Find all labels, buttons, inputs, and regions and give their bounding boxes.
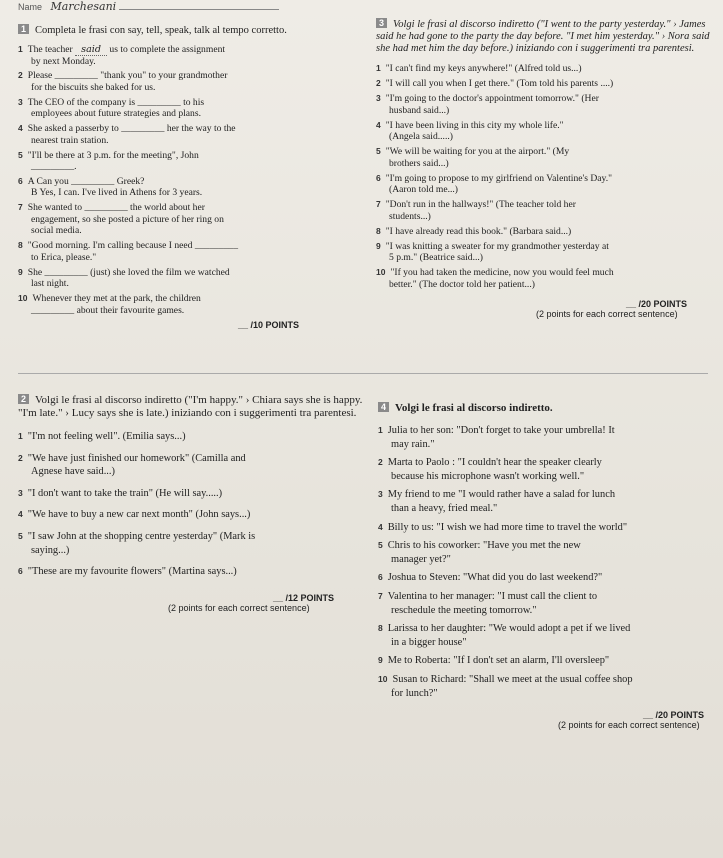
list-item [376, 120, 711, 143]
item-text-continued: for the biscuits she baked for us. [31, 81, 156, 93]
item-number: 1 [18, 431, 23, 441]
item-number: 6 [378, 572, 383, 583]
item-number: 9 [18, 266, 23, 277]
item-text-continued: saying...) [31, 544, 70, 556]
exercise-2 [18, 394, 363, 613]
item-number: 10 [376, 267, 386, 278]
item-text-continued: _________ about their favourite games. [31, 304, 185, 316]
list-item [376, 93, 711, 116]
list-item [18, 430, 363, 444]
item-text-continued: than a heavy, fried meal." [391, 502, 498, 514]
item-text: Please _________ "thank you" to your grandmother [27, 70, 228, 82]
item-number: 3 [376, 92, 381, 103]
item-number: 5 [18, 149, 23, 160]
item-text: "I'll be there at 3 p.m. for the meeting", John [27, 149, 199, 161]
list-item [376, 173, 711, 196]
item-text: Marta to Paolo : "I couldn't hear the speaker clearly [387, 457, 602, 469]
item-text: "These are my favourite flowers" (Martina says...) [27, 566, 237, 578]
list-item [378, 622, 713, 649]
exercise-3-points: __ /20 POINTS [626, 298, 688, 309]
exercise-3-instruction: 3 Volgi le frasi al discorso indiretto ("I went to the party yesterday." › James said he had gone to the party the day before. "I met him yesterday." › Nora said she had met him the day before.) iniziando con i suggerimenti tra parentesi. [376, 18, 710, 54]
item-text-continued: students...) [389, 210, 431, 222]
item-text-continued: nearest train station. [31, 134, 109, 146]
item-number: 8 [376, 225, 381, 236]
list-item [18, 176, 358, 199]
item-text: "If you had taken the medicine, now you would feel much [390, 267, 614, 279]
item-text-continued: for lunch?" [391, 687, 438, 699]
item-text: "We have to buy a new car next month" (John says...) [27, 509, 251, 521]
item-text-continued: reschedule the meeting tomorrow." [391, 604, 537, 616]
list-item [18, 202, 358, 237]
list-item [18, 150, 358, 173]
item-text: Me to Roberta: "If I don't set an alarm, I'll oversleep" [387, 655, 610, 667]
item-number: 2 [18, 70, 23, 81]
list-item [18, 240, 358, 263]
list-item [18, 44, 358, 67]
list-item [378, 539, 713, 566]
item-text: Joshua to Steven: "What did you do last weekend?" [387, 572, 603, 584]
item-number: 6 [18, 566, 23, 577]
item-number: 8 [378, 623, 383, 634]
item-text-continued: manager yet?" [391, 553, 451, 565]
list-item [376, 63, 711, 75]
list-item [378, 521, 713, 535]
list-item [376, 241, 711, 264]
item-text: Whenever they met at the park, the children [32, 292, 201, 304]
item-text-continued: by next Monday. [31, 55, 96, 67]
item-number: 3 [378, 489, 383, 500]
list-item [378, 424, 713, 451]
item-number: 9 [376, 240, 381, 251]
item-number: 7 [376, 199, 381, 210]
list-item [376, 226, 711, 238]
item-text-continued: in a bigger house" [391, 636, 467, 648]
item-text: "I was knitting a sweater for my grandmother yesterday at [385, 240, 609, 252]
exercise-2-note: (2 points for each correct sentence) [168, 602, 310, 613]
item-number: 5 [378, 540, 383, 551]
item-text-continued: husband said...) [389, 104, 450, 116]
exercise-1-list [18, 44, 358, 316]
item-number: 4 [378, 521, 383, 532]
list-item [18, 530, 363, 557]
item-text: "I'm not feeling well". (Emilia says...) [27, 431, 186, 442]
list-item [378, 590, 713, 617]
item-number: 7 [378, 590, 383, 601]
item-text: Larissa to her daughter: "We would adopt a pet if we lived [387, 623, 631, 635]
student-name: Marchesani [50, 0, 117, 13]
list-item [376, 267, 711, 290]
list-item [378, 488, 713, 515]
item-number: 4 [18, 509, 23, 520]
exercise-3 [376, 18, 711, 319]
item-text-continued: may rain." [391, 438, 435, 450]
item-text: "I have already read this book." (Barbara said...) [385, 225, 572, 237]
item-text: "Good morning. I'm calling because I need _________ [27, 240, 238, 252]
item-text: "I have been living in this city my whole life." [385, 119, 564, 131]
item-text-continued: brothers said...) [389, 157, 449, 169]
item-text-continued: (Aaron told me...) [389, 184, 459, 196]
item-text-continued: employees about future strategies and plans. [31, 108, 201, 120]
list-item [18, 70, 358, 93]
item-text: She _________ (just) she loved the film we watched [27, 266, 230, 278]
exercise-3-note: (2 points for each correct sentence) [536, 308, 678, 319]
item-number: 8 [18, 240, 23, 251]
item-text-continued: Agnese have said...) [31, 466, 115, 478]
item-text: Julia to her son: "Don't forget to take your umbrella! It [387, 425, 615, 436]
item-number: 1 [18, 44, 23, 54]
list-item [18, 508, 363, 522]
list-item [378, 673, 713, 700]
item-number: 2 [376, 77, 381, 88]
name-line [18, 0, 279, 13]
list-item [18, 452, 363, 479]
section-divider [18, 373, 708, 374]
item-text: "Don't run in the hallways!" (The teacher told her [385, 199, 576, 211]
item-number: 4 [18, 123, 23, 134]
item-number: 5 [18, 530, 23, 541]
item-text-continued: 5 p.m." (Beatrice said...) [389, 252, 483, 264]
item-text-continued: B Yes, I can. I've lived in Athens for 3 years. [31, 187, 203, 199]
item-text-continued: last night. [31, 278, 69, 290]
list-item [378, 654, 713, 668]
exercise-4-badge: 4 [378, 402, 389, 412]
item-number: 7 [18, 202, 23, 213]
item-text-continued: because his microphone wasn't working well." [391, 470, 585, 482]
item-text-continued: (Angela said.....) [389, 131, 453, 143]
list-item [18, 565, 363, 579]
list-item [376, 146, 711, 169]
item-text: A Can you _________ Greek? [27, 175, 145, 187]
exercise-1 [18, 24, 358, 330]
exercise-4-instruction: 4 Volgi le frasi al discorso indiretto. [378, 402, 713, 414]
item-number: 9 [378, 655, 383, 666]
item-number: 1 [376, 63, 381, 73]
handwritten-answer: said [75, 44, 107, 56]
list-item [18, 487, 363, 501]
exercise-1-points: __ /10 POINTS [238, 320, 300, 331]
item-text: Valentina to her manager: "I must call the client to [387, 590, 598, 602]
exercise-4-list [378, 424, 713, 700]
name-label: Name [18, 2, 43, 12]
item-number: 2 [378, 457, 383, 468]
item-text: "We will be waiting for you at the airport." (My [385, 146, 570, 158]
item-number: 10 [378, 673, 388, 684]
item-text: Chris to his coworker: "Have you met the new [387, 540, 581, 552]
item-text-continued: engagement, so she posted a picture of her ring on [31, 213, 224, 225]
item-number: 6 [376, 172, 381, 183]
list-item [378, 456, 713, 483]
list-item [376, 78, 711, 90]
exercise-4-note: (2 points for each correct sentence) [558, 720, 700, 731]
list-item [376, 199, 711, 222]
item-text: "We have just finished our homework" (Camilla and [27, 452, 246, 464]
exercise-3-list [376, 63, 711, 291]
item-text: "I can't find my keys anywhere!" (Alfred told us...) [385, 63, 582, 74]
list-item [18, 293, 358, 316]
item-number: 4 [376, 119, 381, 130]
item-text: "I saw John at the shopping centre yesterday" (Mark is [27, 530, 256, 542]
item-number: 10 [18, 292, 28, 303]
item-text: "I don't want to take the train" (He will say.....) [27, 487, 223, 499]
item-text: "I'm going to the doctor's appointment tomorrow." (Her [385, 92, 599, 104]
item-text-rest: us to complete the assignment [107, 44, 226, 55]
exercise-2-points: __ /12 POINTS [273, 592, 335, 603]
item-text: The teacher [27, 44, 76, 55]
item-number: 6 [18, 175, 23, 186]
item-text-continued: better." (The doctor told her patient...) [389, 279, 535, 291]
item-text-continued: to Erica, please." [31, 251, 97, 263]
item-number: 3 [18, 487, 23, 498]
item-number: 5 [376, 146, 381, 157]
item-text: Billy to us: "I wish we had more time to travel the world" [387, 521, 628, 533]
list-item [18, 97, 358, 120]
item-number: 3 [18, 96, 23, 107]
item-text: She wanted to _________ the world about her [27, 202, 205, 214]
list-item [378, 571, 713, 585]
item-text: The CEO of the company is _________ to his [27, 96, 205, 108]
item-text: She asked a passerby to _________ her the way to the [27, 123, 236, 135]
exercise-2-list [18, 430, 363, 579]
exercise-4 [378, 402, 713, 730]
exercise-3-badge: 3 [376, 18, 387, 28]
item-text: "I'm going to propose to my girlfriend on Valentine's Day." [385, 172, 613, 184]
item-text-continued: social media. [31, 225, 82, 237]
exercise-1-badge: 1 [18, 24, 29, 34]
item-number: 2 [18, 452, 23, 463]
exercise-1-instruction: 1 Completa le frasi con say, tell, speak, talk al tempo corretto. [18, 24, 358, 37]
exercise-4-points: __ /20 POINTS [643, 710, 705, 721]
exercise-2-instruction: 2 Volgi le frasi al discorso indiretto ("I'm happy." › Chiara says she is happy. "I'm late." › Lucy says she is late.) iniziando con i suggerimenti tra parentesi. [18, 394, 363, 419]
item-number: 1 [378, 425, 383, 435]
list-item [18, 267, 358, 290]
item-text: My friend to me "I would rather have a salad for lunch [387, 489, 616, 501]
exercise-2-badge: 2 [18, 394, 29, 404]
item-text: Susan to Richard: "Shall we meet at the usual coffee shop [392, 673, 633, 685]
item-text: "I will call you when I get there." (Tom told his parents ....) [385, 77, 614, 89]
list-item [18, 123, 358, 146]
item-text-continued: _________. [31, 161, 77, 173]
